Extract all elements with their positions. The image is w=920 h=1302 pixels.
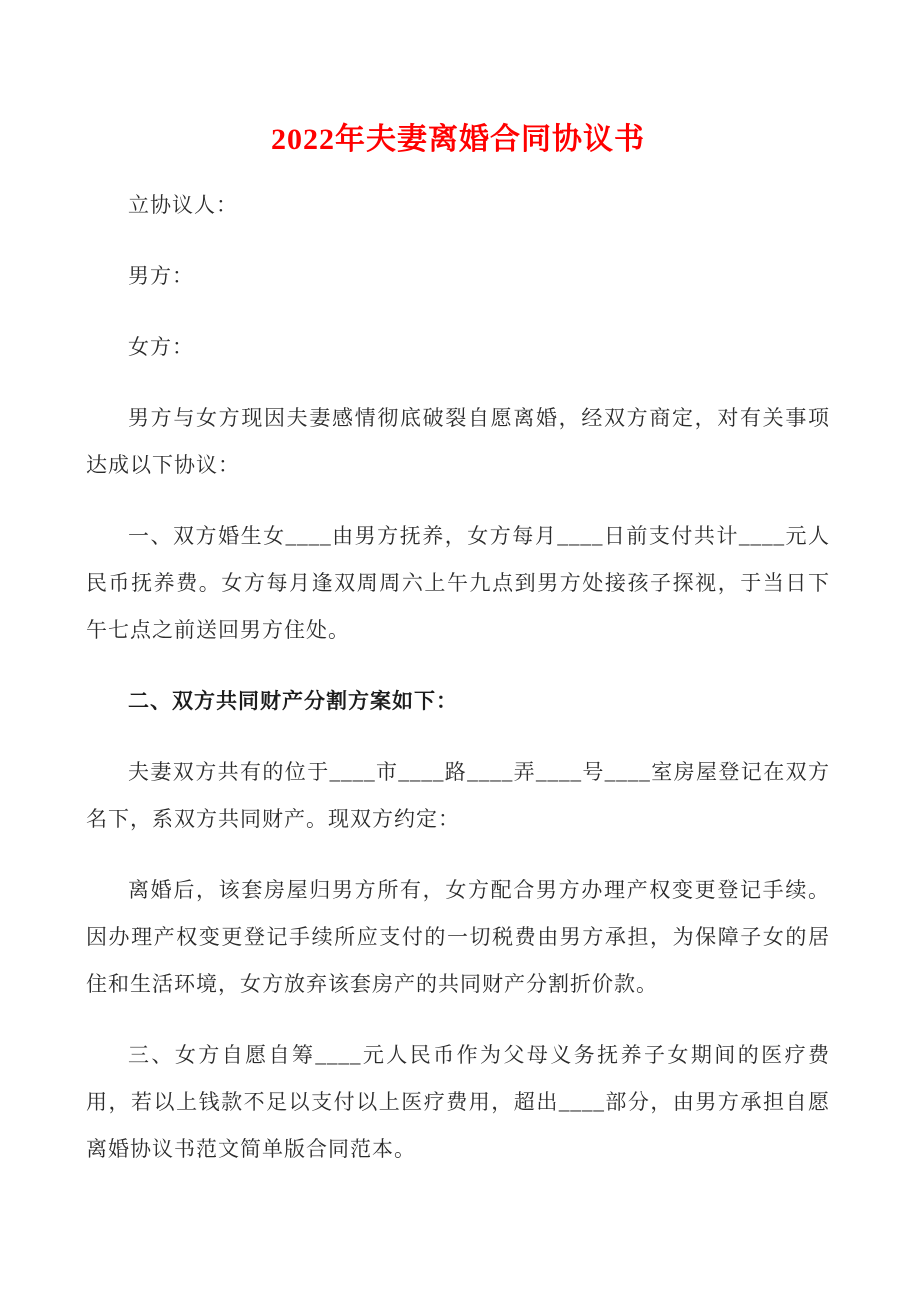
paragraph-parties-label: 立协议人： [128,193,238,217]
heading-clause-2-property-division: 二、双方共同财产分割方案如下： [128,689,458,713]
paragraph-wife-label: 女方： [128,335,194,359]
paragraph-husband-label: 男方： [128,264,194,288]
paragraph-clause-2-property: 夫妻双方共有的位于____市____路____弄____号____室房屋登记在双方名下，系双方共同财产。现双方约定： [86,760,830,831]
paragraph-preamble: 男方与女方现因夫妻感情彻底破裂自愿离婚，经双方商定，对有关事项达成以下协议： [86,406,830,477]
paragraph-clause-1-custody: 一、双方婚生女____由男方抚养，女方每月____日前支付共计____元人民币抚养费。女方每月逢双周周六上午九点到男方处接孩子探视，于当日下午七点之前送回男方住处。 [86,524,830,642]
paragraph-clause-3-medical-fund: 三、女方自愿自筹____元人民币作为父母义务抚养子女期间的医疗费用，若以上钱款不足以支付以上医疗费用，超出____部分，由男方承担自愿离婚协议书范文简单版合同范本。 [86,1043,830,1161]
document-title: 2022年夫妻离婚合同协议书 [271,123,645,156]
paragraph-clause-2-house-ownership: 离婚后，该套房屋归男方所有，女方配合男方办理产权变更登记手续。因办理产权变更登记手续所应支付的一切税费由男方承担，为保障子女的居住和生活环境，女方放弃该套房产的共同财产分割折价款。 [86,878,830,996]
